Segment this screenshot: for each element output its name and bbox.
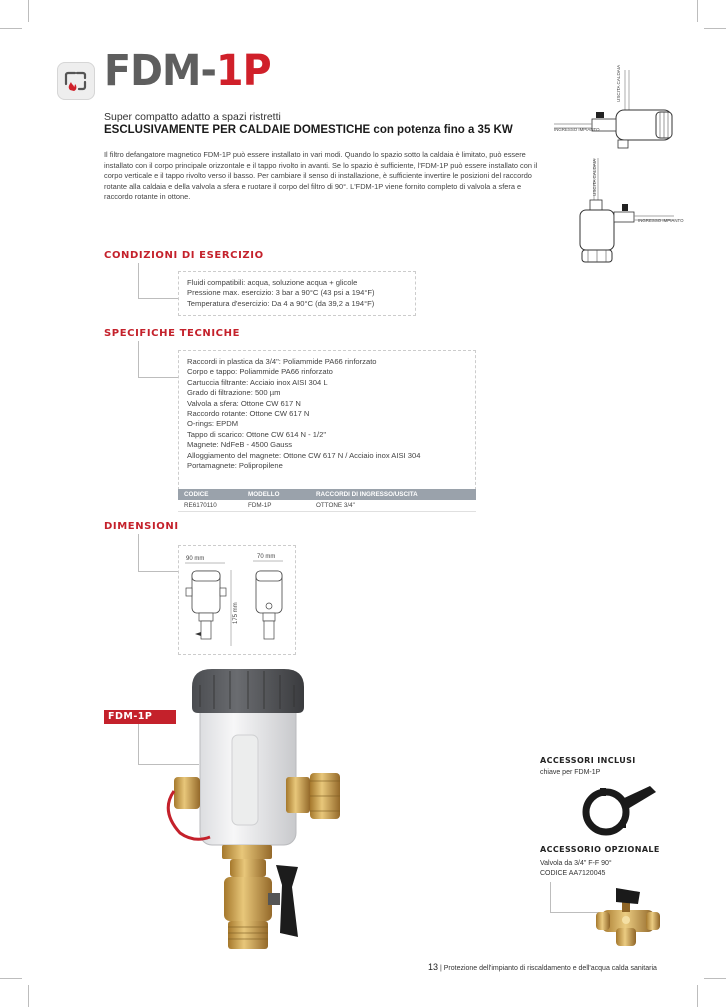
table-header-code: CODICE — [178, 489, 242, 500]
page-number: 13 — [428, 962, 439, 972]
title-prefix: FDM- — [104, 46, 216, 96]
install-diagram-horizontal — [552, 66, 674, 156]
condition-line: Pressione max. esercizio: 3 bar a 90°C (43 psi a 194°F) — [187, 288, 375, 298]
spec-line: Tappo di scarico: Ottone CW 614 N - 1/2" — [187, 429, 327, 439]
boiler-icon — [57, 62, 95, 100]
operating-conditions-title: CONDIZIONI DI ESERCIZIO — [104, 250, 264, 261]
dimension-height: 175 mm — [233, 602, 239, 624]
crop-mark-br — [697, 985, 698, 1007]
accessory-optional-code: CODICE AA7120045 — [540, 870, 606, 877]
wrench-key-icon — [580, 780, 660, 840]
product-photo — [160, 665, 360, 955]
technical-specs-title: SPECIFICHE TECNICHE — [104, 328, 241, 339]
spec-line: Raccordi in plastica da 3/4": Poliammide PA66 rinforzato — [187, 357, 377, 366]
table-header-row — [178, 489, 476, 500]
table-header-fittings: RACCORDI DI INGRESSO/USCITA — [310, 489, 476, 500]
condition-line: Temperatura d'esercizio: Da 4 a 90°C (da 39,2 a 194°F) — [187, 298, 375, 308]
condition-line: Fluidi compatibili: acqua, soluzione acqua + glicole — [187, 278, 358, 287]
spec-line: Valvola a sfera: Ottone CW 617 N — [187, 398, 301, 408]
crop-mark-bl — [28, 985, 29, 1007]
spec-line: Cartuccia filtrante: Acciaio inox AISI 304 L — [187, 377, 328, 387]
dimension-width-side: 70 mm — [257, 554, 276, 560]
crop-mark-tr-h — [704, 28, 726, 29]
product-headline: ESCLUSIVAMENTE PER CALDAIE DOMESTICHE con potenza fino a 35 KW — [104, 124, 513, 136]
accessories-included-text: chiave per FDM-1P — [540, 769, 601, 776]
product-title — [104, 46, 271, 96]
spec-line: Raccordo rotante: Ottone CW 617 N — [187, 409, 310, 419]
label-inlet-bottom: INGRESSO IMPIANTO — [638, 218, 684, 223]
ball-valve-photo — [594, 880, 664, 950]
table-row — [178, 500, 476, 512]
product-subtitle: Super compatto adatto a spazi ristretti — [104, 111, 281, 123]
title-accent: 1P — [215, 46, 271, 96]
crop-mark-tl — [28, 0, 29, 22]
spec-line: Alloggiamento del magnete: Ottone CW 617 N / Acciaio inox AISI 304 — [187, 450, 421, 460]
crop-mark-bl-h — [0, 978, 22, 979]
crop-mark-tr — [697, 0, 698, 22]
dimension-width-front: 90 mm — [186, 556, 205, 562]
label-outlet-bottom: USCITA CALDAIA — [592, 158, 597, 196]
spec-line: Grado di filtrazione: 500 µm — [187, 388, 281, 398]
label-outlet-top: USCITA CALDAIA — [616, 64, 621, 102]
product-description: Il filtro defangatore magnetico FDM-1P può essere installato in vari modi. Quando lo spazio sotto la caldaia è limitato, può essere installato con il corpo principale orizzontale e il tappo rivolto in avanti. Se lo spazio è sufficiente, l'FDM-1P può essere installato con il corpo verticale e il tappo rivolto verso il basso. Per cambiare il senso di installazione, è sufficiente invertire le posizioni del raccordo rotante alla caldaia e della valvola a sfera e ruotare il corpo del filtro di 90°. L'FDM-1P viene fornito completo di valvola a sfera e raccordo rotante in ottone. — [104, 150, 538, 202]
dimensions-title: DIMENSIONI — [104, 521, 179, 532]
accessories-included-title: ACCESSORI INCLUSI — [540, 756, 636, 765]
page-footer: 13 | Protezione dell'impianto di riscaldamento e dell'acqua calda sanitaria — [428, 962, 657, 972]
table-cell-code: RE6170110 — [178, 500, 242, 512]
spec-line: Corpo e tappo: Poliammide PA66 rinforzato — [187, 367, 333, 377]
label-inlet-top: INGRESSO IMPIANTO — [554, 127, 600, 132]
crop-mark-tl-h — [0, 28, 22, 29]
table-cell-model: FDM-1P — [242, 500, 310, 512]
dimension-drawing — [179, 546, 297, 656]
product-code-table — [178, 489, 476, 512]
spec-line: Magnete: NdFeB - 4500 Gauss — [187, 440, 293, 450]
spec-line: O-rings: EPDM — [187, 419, 239, 429]
dimensions-panel — [178, 545, 296, 655]
technical-specs-leader — [138, 341, 179, 378]
footer-text: Protezione dell'impianto di riscaldamento e dell'acqua calda sanitaria — [443, 965, 657, 972]
spec-line: Portamagnete: Polipropilene — [187, 461, 283, 471]
operating-conditions-panel — [178, 271, 416, 316]
table-cell-fittings: OTTONE 3/4" — [310, 500, 476, 512]
operating-conditions-leader — [138, 263, 179, 299]
accessory-optional-text: Valvola da 3/4" F-F 90° — [540, 860, 612, 867]
install-diagram-vertical — [566, 156, 684, 266]
accessory-optional-title: ACCESSORIO OPZIONALE — [540, 845, 660, 854]
technical-specs-panel — [178, 350, 476, 490]
crop-mark-br-h — [704, 978, 726, 979]
dimensions-leader — [138, 534, 179, 572]
photo-label: FDM-1P — [104, 710, 176, 724]
table-header-model: MODELLO — [242, 489, 310, 500]
